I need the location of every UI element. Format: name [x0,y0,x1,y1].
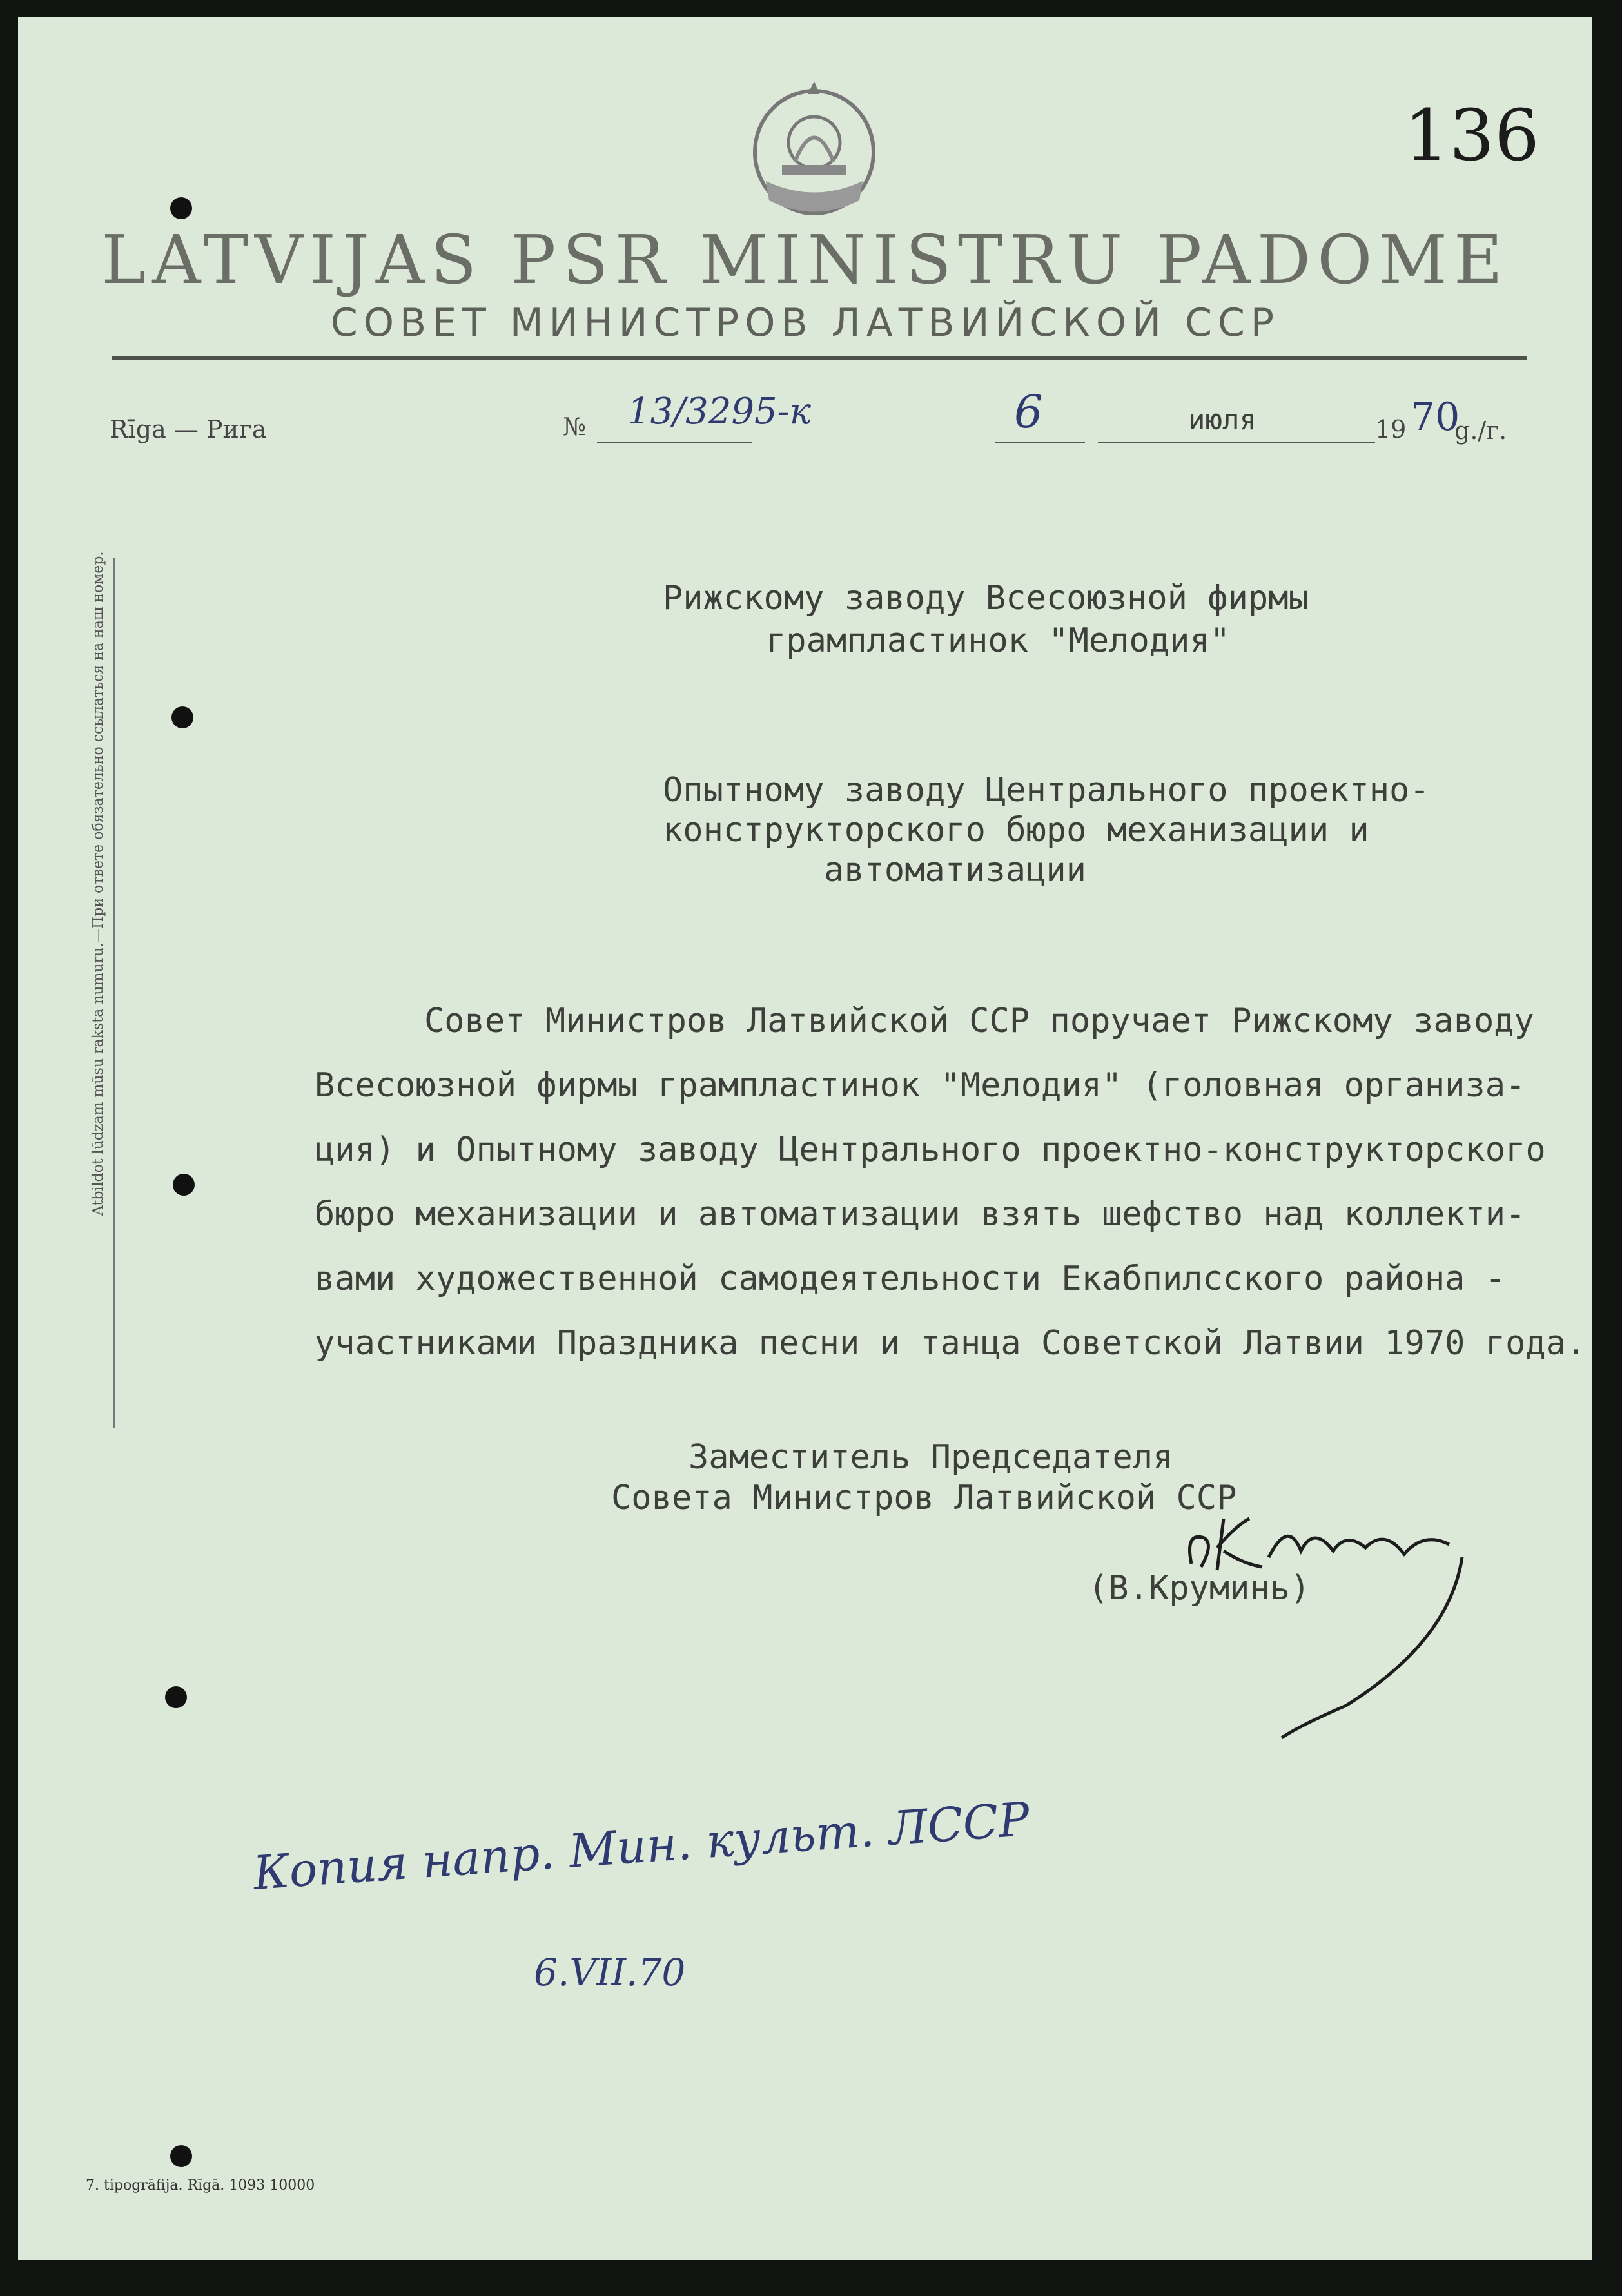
body-line: участниками Праздника песни и танца Советской Латвии 1970 года. [315,1324,1587,1363]
punch-hole [170,2145,192,2167]
handwritten-signature [1178,1493,1475,1751]
date-day: 6 [1014,385,1043,438]
number-prefix: № [563,413,586,441]
handwritten-note-date: 6.VII.70 [534,1951,686,1994]
day-underline [995,442,1085,443]
punch-hole [171,706,193,728]
signatory-name: (В.Круминь) [1088,1569,1311,1608]
body-line: Совет Министров Латвийской ССР поручает Рижскому заводу [424,1002,1534,1040]
addressee-1-line-1: Рижскому заводу Всесоюзной фирмы [663,579,1309,618]
year-prefix: 19 [1375,415,1407,443]
signatory-title-line-1: Заместитель Председателя [689,1438,1173,1477]
body-paragraph [315,989,1604,1376]
place-label: Rīga — Рига [110,415,267,443]
margin-reference-note: Atbildot lūdzam mūsu raksta numuru.—При ответе обязательно ссылаться на наш номер. [90,551,106,1216]
page-number: 136 [1404,94,1539,177]
header-title-russian: СОВЕТ МИНИСТРОВ ЛАТВИЙСКОЙ ССР [330,300,1280,345]
document-number: 13/3295-к [627,391,812,433]
body-line: вами художественной самодеятельности Екабпилсского района - [315,1260,1506,1298]
margin-rule [113,558,115,1428]
punch-hole [170,197,192,219]
addressee-1-line-2: грампластинок "Мелодия" [766,621,1231,660]
number-underline [597,442,752,443]
addressee-2-line-1: Опытному заводу Центрального проектно- [663,771,1430,810]
punch-hole [165,1686,187,1708]
document-sheet [18,17,1592,2260]
month-underline [1098,442,1375,443]
year-unit: g./г. [1454,416,1507,445]
header-rule [112,356,1527,360]
header-title-latvian: LATVIJAS PSR MINISTRU PADOME [101,220,1509,299]
year-suffix: 70 [1411,394,1460,440]
printer-imprint: 7. tipogrāfija. Rīgā. 1093 10000 [86,2177,315,2194]
addressee-2-line-3: автоматизации [824,851,1086,890]
date-month: июля [1188,404,1256,436]
handwritten-copy-note: Копия напр. Мин. культ. ЛССР [251,1791,1031,1900]
signatory-title-line-2: Совета Министров Латвийской ССР [611,1479,1237,1517]
body-line: ция) и Опытному заводу Центрального проектно-конструкторского [315,1131,1546,1169]
body-line: бюро механизации и автоматизации взять шефство над коллекти- [315,1195,1526,1234]
punch-hole [173,1174,195,1196]
body-line: Всесоюзной фирмы грампластинок "Мелодия" (головная организа- [315,1066,1526,1105]
addressee-2-line-2: конструкторского бюро механизации и [663,811,1369,850]
coat-of-arms-emblem [743,75,885,223]
